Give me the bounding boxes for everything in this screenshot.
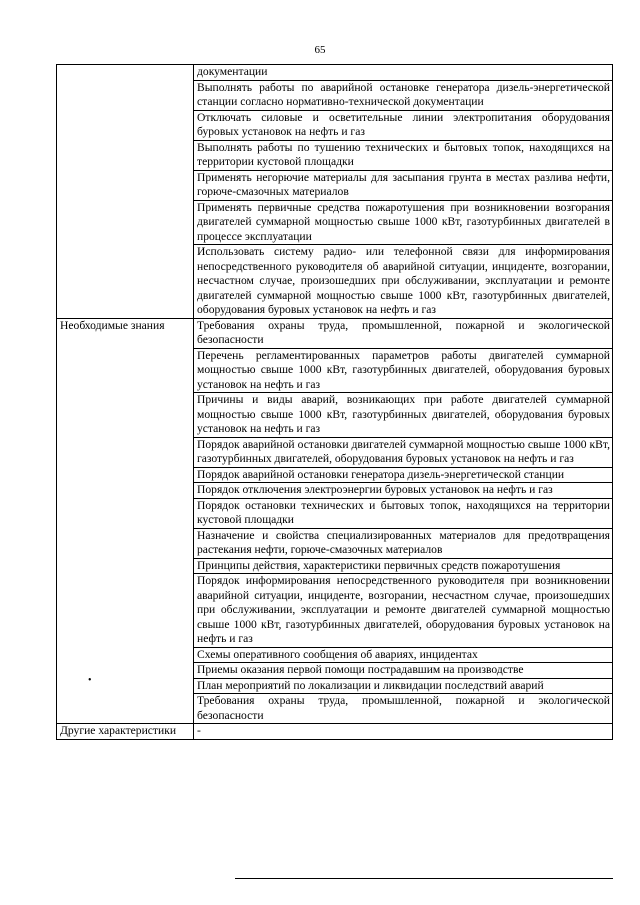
table-row: [57, 318, 613, 348]
page-number: 65: [314, 44, 326, 56]
requirement-text: Порядок информирования непосредственного руководителя при возникновении аварийной ситуации, инциденте, возгорании, несчастном случае, произошедших при обслуживании, эксплуатации и ремонте двигателей суммарной мощностью свыше 1000 кВт, газотурбинных двигателей, оборудования буровых установок на нефть и газ: [194, 574, 613, 648]
table-bottom-line: [235, 878, 613, 879]
section-label: Необходимые знания: [57, 318, 194, 724]
requirement-text: Порядок остановки технических и бытовых топок, находящихся на территории кустовой площадки: [194, 498, 613, 528]
requirement-text: Порядок аварийной остановки двигателей суммарной мощностью свыше 1000 кВт, газотурбинных двигателей, оборудования буровых установок на нефть и газ: [194, 437, 613, 467]
requirement-text: Перечень регламентированных параметров работы двигателей суммарной мощностью свыше 1000 кВт, газотурбинных двигателей, оборудования буровых установок на нефть и газ: [194, 348, 613, 393]
table-row: [57, 65, 613, 81]
requirement-text: Порядок аварийной остановки генератора дизель-энергетической станции: [194, 467, 613, 483]
requirement-text: Отключать силовые и осветительные линии электропитания оборудования буровых установок на нефть и газ: [194, 110, 613, 140]
requirement-text: Порядок отключения электроэнергии буровых установок на нефть и газ: [194, 483, 613, 499]
requirement-text: Назначение и свойства специализированных материалов для предотвращения растекания нефти, горюче-смазочных материалов: [194, 528, 613, 558]
requirement-text: Использовать систему радио- или телефонной связи для информирования непосредственного руководителя об аварийной ситуации, инциденте, возгорании, несчастном случае, произошедших при обслуживании, эксплуатации и ремонте двигателей суммарной мощностью свыше 1000 кВт, газотурбинных двигателей, оборудования буровых установок на нефть и газ: [194, 245, 613, 319]
requirement-text: Выполнять работы по аварийной остановке генератора дизель-энергетической станции согласно нормативно-технической документации: [194, 80, 613, 110]
requirement-text: Требования охраны труда, промышленной, пожарной и экологической безопасности: [194, 318, 613, 348]
requirement-text: -: [194, 724, 613, 740]
labor-function-table: [56, 64, 613, 740]
requirement-text: План мероприятий по локализации и ликвидации последствий аварий: [194, 678, 613, 694]
requirement-text: Приемы оказания первой помощи пострадавшим на производстве: [194, 663, 613, 679]
table-row: [57, 724, 613, 740]
requirement-text: документации: [194, 65, 613, 81]
requirement-text: Выполнять работы по тушению технических и бытовых топок, находящихся на территории кустовой площадки: [194, 140, 613, 170]
requirement-text: Требования охраны труда, промышленной, пожарной и экологической безопасности: [194, 694, 613, 724]
requirement-text: Причины и виды аварий, возникающих при работе двигателей суммарной мощностью свыше 1000 кВт, газотурбинных двигателей, оборудования буровых установок на нефть и газ: [194, 393, 613, 438]
section-label: [57, 65, 194, 319]
requirement-text: Применять негорючие материалы для засыпания грунта в местах разлива нефти, горюче-смазочных материалов: [194, 170, 613, 200]
section-label: Другие характеристики: [57, 724, 194, 740]
stray-mark: •: [88, 675, 92, 686]
requirement-text: Принципы действия, характеристики первичных средств пожаротушения: [194, 558, 613, 574]
requirement-text: Схемы оперативного сообщения об авариях, инцидентах: [194, 647, 613, 663]
requirement-text: Применять первичные средства пожаротушения при возникновении возгорания двигателей суммарной мощностью свыше 1000 кВт, газотурбинных двигателей в процессе эксплуатации: [194, 200, 613, 245]
